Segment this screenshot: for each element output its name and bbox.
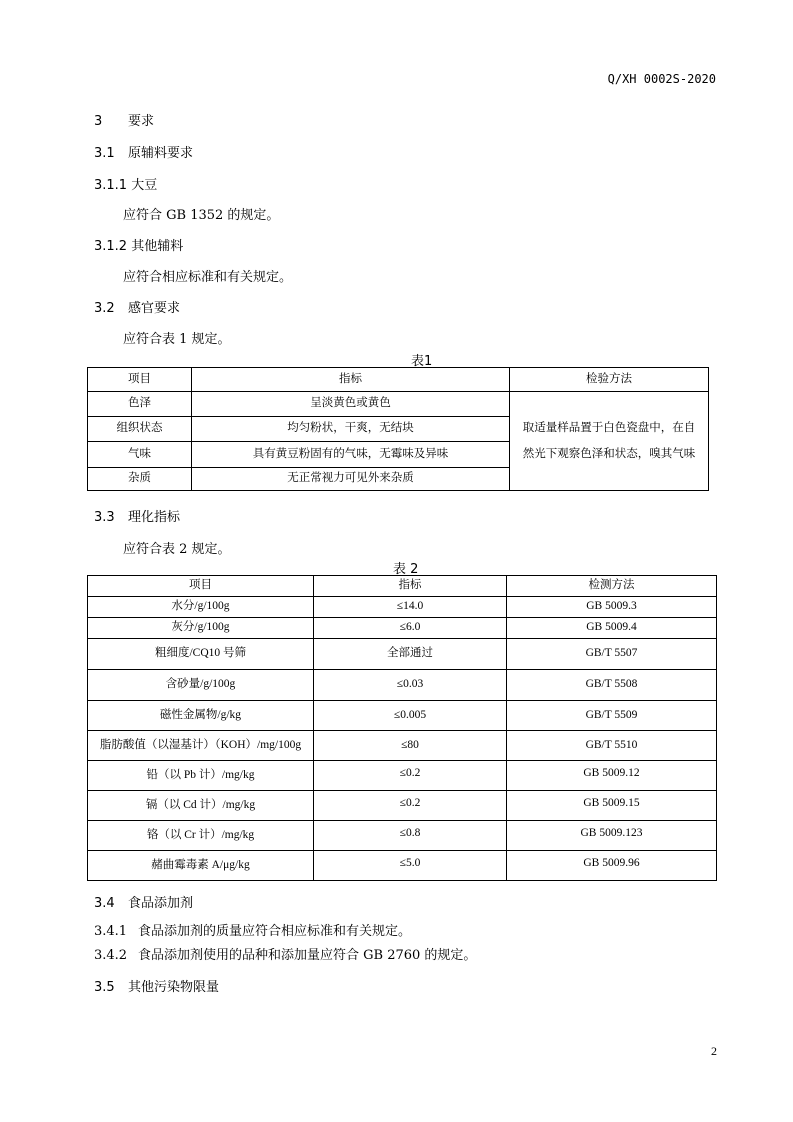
paragraph-physicochemical: 应符合表 2 规定。 xyxy=(123,542,231,557)
column-header: 检验方法 xyxy=(510,368,709,392)
heading-title: 感官要求 xyxy=(128,301,181,316)
cell-value: ≤0.2 xyxy=(314,761,507,791)
clause-text: 食品添加剂使用的品种和添加量应符合 GB 2760 的规定。 xyxy=(138,948,477,963)
heading-number: 3.1 xyxy=(94,146,115,161)
cell-item: 赭曲霉毒素 A/μg/kg xyxy=(88,851,314,881)
cell-value: 全部通过 xyxy=(314,639,507,670)
cell-item: 色泽 xyxy=(88,392,192,417)
table-row xyxy=(88,701,717,731)
table-row xyxy=(88,392,709,417)
cell-value: 呈淡黄色或黄色 xyxy=(192,392,510,417)
table-row xyxy=(88,597,717,618)
cell-value: ≤0.2 xyxy=(314,791,507,821)
cell-value: ≤5.0 xyxy=(314,851,507,881)
heading-number: 3.5 xyxy=(94,980,115,995)
heading-physicochemical xyxy=(94,506,180,525)
table-row xyxy=(88,761,717,791)
cell-item: 气味 xyxy=(88,442,192,468)
cell-method: GB 5009.4 xyxy=(507,618,717,639)
clause-number: 3.4.2 xyxy=(94,948,128,963)
table-row xyxy=(88,618,717,639)
cell-item: 磁性金属物/g/kg xyxy=(88,701,314,731)
heading-food-additives xyxy=(94,892,193,911)
cell-value: ≤6.0 xyxy=(314,618,507,639)
cell-item: 铅（以 Pb 计）/mg/kg xyxy=(88,761,314,791)
cell-item: 脂肪酸值（以湿基计）（KOH）/mg/100g xyxy=(88,731,314,761)
column-header: 项目 xyxy=(88,368,192,392)
cell-method: GB 5009.15 xyxy=(507,791,717,821)
heading-raw-materials xyxy=(94,142,193,161)
clause-3-4-2 xyxy=(94,944,476,963)
cell-item: 灰分/g/100g xyxy=(88,618,314,639)
table2-caption: 表 2 xyxy=(393,562,419,577)
cell-method: GB 5009.123 xyxy=(507,821,717,851)
cell-value: ≤0.03 xyxy=(314,670,507,701)
cell-value: ≤0.8 xyxy=(314,821,507,851)
cell-method: GB/T 5510 xyxy=(507,731,717,761)
table-header-row xyxy=(88,368,709,392)
cell-value: 均匀粉状，干爽，无结块 xyxy=(192,417,510,442)
cell-method: GB 5009.96 xyxy=(507,851,717,881)
paragraph-sensory: 应符合表 1 规定。 xyxy=(123,332,231,347)
cell-value: ≤0.005 xyxy=(314,701,507,731)
heading-number: 3.2 xyxy=(94,301,115,316)
heading-soybean: 3.1.1 大豆 xyxy=(94,178,158,193)
heading-number: 3.4 xyxy=(94,896,115,911)
table-sensory xyxy=(87,367,709,491)
heading-other-materials: 3.1.2 其他辅料 xyxy=(94,239,184,254)
column-header: 指标 xyxy=(314,576,507,597)
paragraph-other-materials: 应符合相应标准和有关规定。 xyxy=(123,270,293,285)
clause-number: 3.4.1 xyxy=(94,924,128,939)
cell-item: 杂质 xyxy=(88,468,192,491)
heading-title: 原辅料要求 xyxy=(128,146,194,161)
cell-item: 铬（以 Cr 计）/mg/kg xyxy=(88,821,314,851)
heading-number: 3 xyxy=(94,114,103,129)
heading-title: 理化指标 xyxy=(128,510,181,525)
table-row xyxy=(88,851,717,881)
document-code: Q/XH 0002S-2020 xyxy=(607,72,716,86)
cell-method: GB/T 5508 xyxy=(507,670,717,701)
table-row xyxy=(88,791,717,821)
column-header: 项目 xyxy=(88,576,314,597)
heading-sensory xyxy=(94,297,180,316)
cell-value: ≤80 xyxy=(314,731,507,761)
table-row xyxy=(88,670,717,701)
table-row xyxy=(88,821,717,851)
cell-method: GB/T 5509 xyxy=(507,701,717,731)
heading-title: 其他污染物限量 xyxy=(128,980,220,995)
heading-number: 3.3 xyxy=(94,510,115,525)
paragraph-soybean: 应符合 GB 1352 的规定。 xyxy=(123,208,280,223)
heading-other-contaminants xyxy=(94,976,219,995)
cell-item: 镉（以 Cd 计）/mg/kg xyxy=(88,791,314,821)
clause-text: 食品添加剂的质量应符合相应标准和有关规定。 xyxy=(138,924,412,939)
clause-3-4-1 xyxy=(94,920,411,939)
cell-method: GB/T 5507 xyxy=(507,639,717,670)
table-row xyxy=(88,731,717,761)
table-physicochemical xyxy=(87,575,717,881)
page-number: 2 xyxy=(711,1044,717,1058)
cell-method: GB 5009.12 xyxy=(507,761,717,791)
heading-requirements xyxy=(94,110,154,129)
heading-title: 食品添加剂 xyxy=(128,896,194,911)
cell-value: 具有黄豆粉固有的气味，无霉味及异味 xyxy=(192,442,510,468)
table-header-row xyxy=(88,576,717,597)
cell-method: 取适量样品置于白色瓷盘中，在自然光下观察色泽和状态，嗅其气味 xyxy=(510,392,709,491)
cell-item: 粗细度/CQ10 号筛 xyxy=(88,639,314,670)
table1-caption: 表1 xyxy=(411,354,433,369)
cell-item: 水分/g/100g xyxy=(88,597,314,618)
cell-value: 无正常视力可见外来杂质 xyxy=(192,468,510,491)
column-header: 指标 xyxy=(192,368,510,392)
cell-method: GB 5009.3 xyxy=(507,597,717,618)
cell-item: 含砂量/g/100g xyxy=(88,670,314,701)
table-row xyxy=(88,639,717,670)
cell-value: ≤14.0 xyxy=(314,597,507,618)
column-header: 检测方法 xyxy=(507,576,717,597)
cell-item: 组织状态 xyxy=(88,417,192,442)
heading-title: 要求 xyxy=(128,114,155,129)
